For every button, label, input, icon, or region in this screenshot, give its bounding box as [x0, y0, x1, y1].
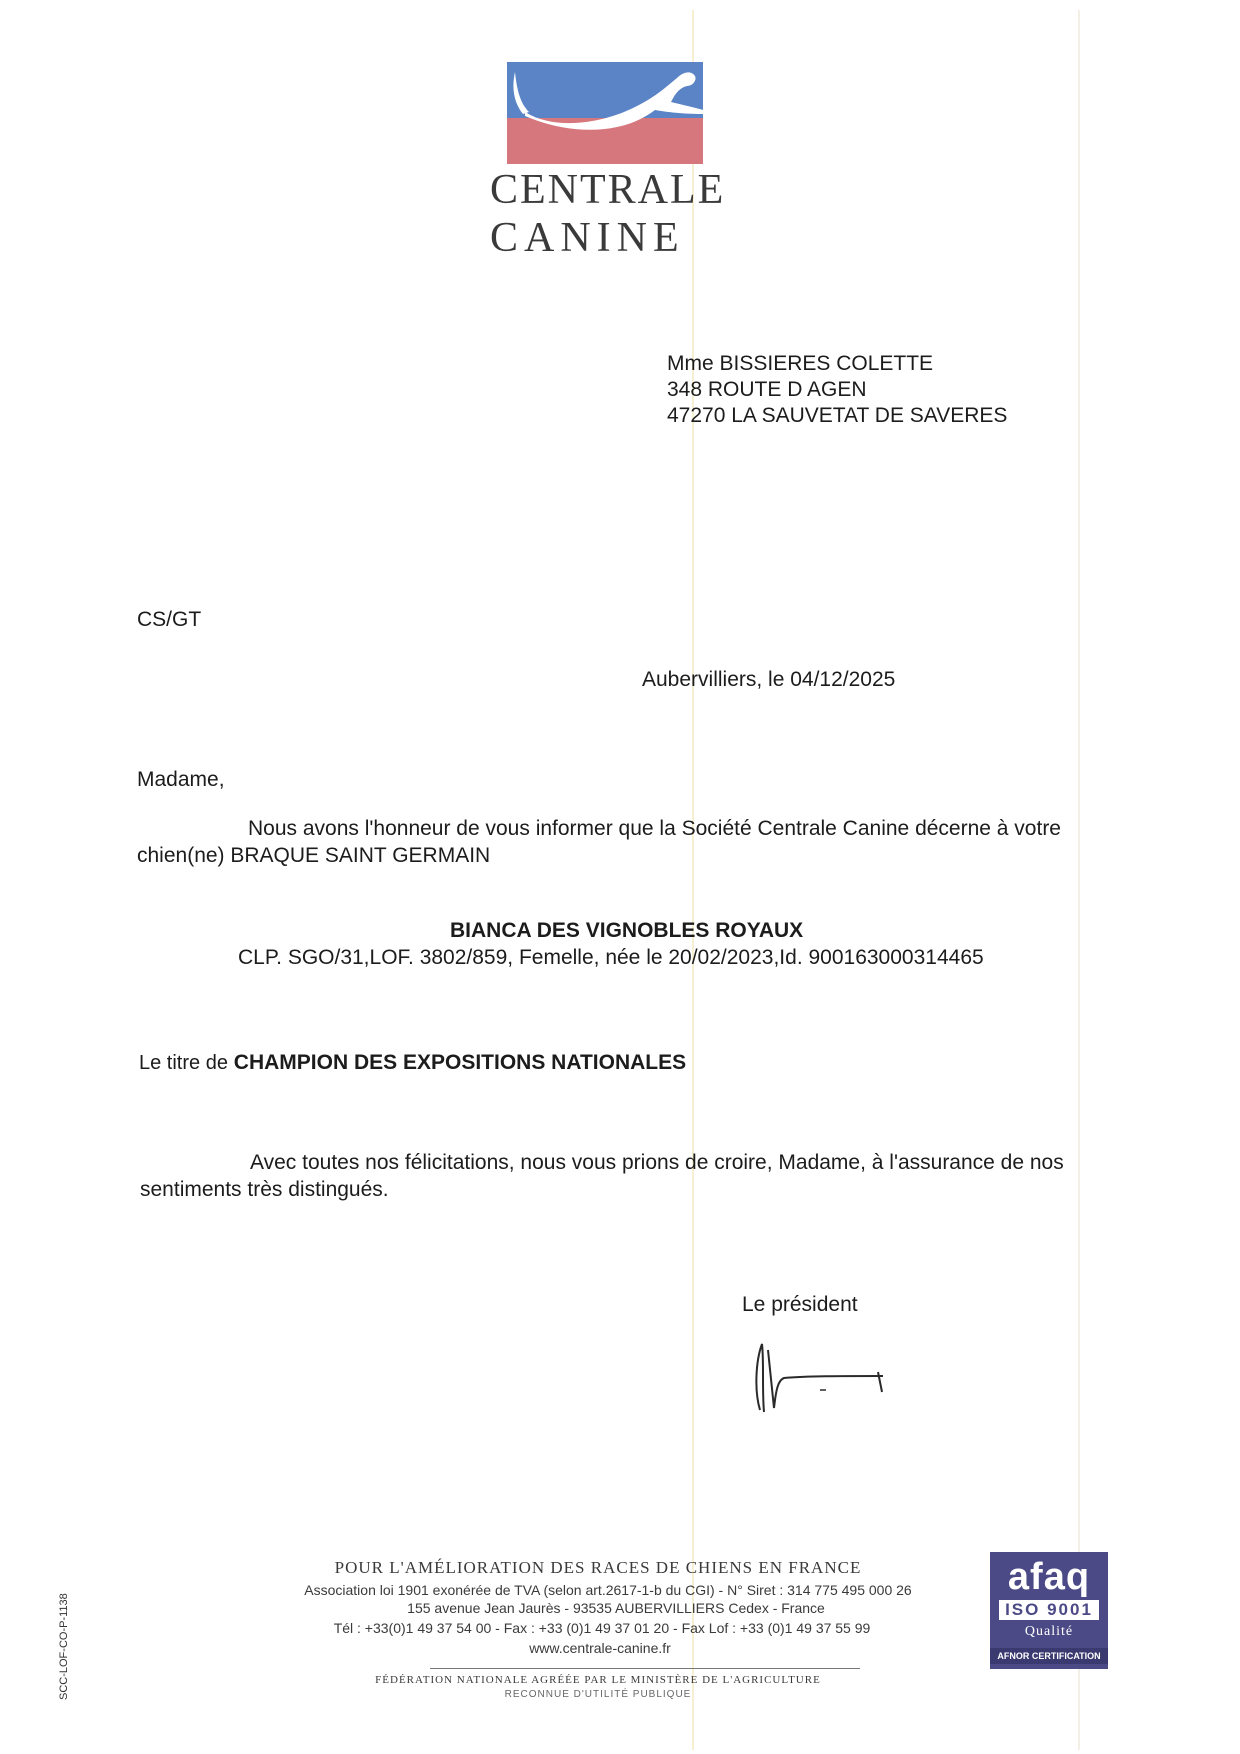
- logo-word-centrale: [490, 166, 740, 214]
- dog-details: CLP. SGO/31,LOF. 3802/859, Femelle, née le 20/02/2023,Id. 900163000314465: [238, 946, 984, 969]
- title-line: [139, 1050, 686, 1076]
- signature-image: [748, 1330, 898, 1420]
- scan-line: [1078, 10, 1080, 1750]
- afaq-brand: afaq: [1007, 1556, 1091, 1598]
- scan-line: [692, 10, 694, 1750]
- title-prefix: Le titre de: [139, 1052, 228, 1074]
- signature-role: Le président: [742, 1293, 858, 1316]
- place-date: Aubervilliers, le 04/12/2025: [642, 668, 896, 691]
- recipient-name: Mme BISSIERES COLETTE: [667, 352, 934, 375]
- footer-phones: Tél : +33(0)1 49 37 54 00 - Fax : +33 (0)1 49 37 01 20 - Fax Lof : +33 (0)1 49 37 55 99: [333, 1620, 871, 1636]
- footer-website[interactable]: www.centrale-canine.fr: [529, 1640, 671, 1656]
- footer-association: Association loi 1901 exonérée de TVA (selon art.2617-1-b du CGI) - N° Siret : 314 775 495 000 26: [304, 1582, 912, 1598]
- afaq-quality: Qualité: [1024, 1624, 1074, 1639]
- footer-federation: FÉDÉRATION NATIONALE AGRÉÉE PAR LE MINISTÈRE DE L'AGRICULTURE: [375, 1674, 821, 1686]
- salutation: Madame,: [137, 768, 225, 791]
- side-reference: SCC-LOF-CO-P-1138: [58, 1593, 70, 1700]
- centrale-canine-logo: [507, 62, 703, 164]
- afaq-badge: [990, 1552, 1108, 1669]
- recipient-city: 47270 LA SAUVETAT DE SAVERES: [667, 404, 1008, 427]
- footer-motto: POUR L'AMÉLIORATION DES RACES DE CHIENS EN FRANCE: [334, 1558, 862, 1577]
- afaq-cert: AFNOR CERTIFICATION: [990, 1648, 1108, 1664]
- body-intro-line2: chien(ne) BRAQUE SAINT GERMAIN: [137, 844, 491, 867]
- footer-divider: [430, 1668, 860, 1669]
- title-value: CHAMPION DES EXPOSITIONS NATIONALES: [233, 1051, 687, 1074]
- logo-line2: CANINE: [490, 215, 685, 261]
- recipient-street: 348 ROUTE D AGEN: [667, 378, 867, 401]
- logo-line1: CENTRALE: [490, 167, 726, 213]
- letter-reference: CS/GT: [137, 608, 202, 631]
- closing-line2: sentiments très distingués.: [140, 1178, 389, 1201]
- footer-recognition: RECONNUE D'UTILITÉ PUBLIQUE: [504, 1689, 692, 1700]
- logo-word-canine: [490, 214, 740, 262]
- footer-address: 155 avenue Jean Jaurès - 93535 AUBERVILLIERS Cedex - France: [407, 1600, 825, 1616]
- dog-name: BIANCA DES VIGNOBLES ROYAUX: [450, 919, 804, 942]
- body-intro-line1: Nous avons l'honneur de vous informer que la Société Centrale Canine décerne à votre: [248, 817, 1061, 840]
- closing-line1: Avec toutes nos félicitations, nous vous prions de croire, Madame, à l'assurance de nos: [250, 1151, 1064, 1174]
- afaq-iso: ISO 9001: [999, 1600, 1099, 1620]
